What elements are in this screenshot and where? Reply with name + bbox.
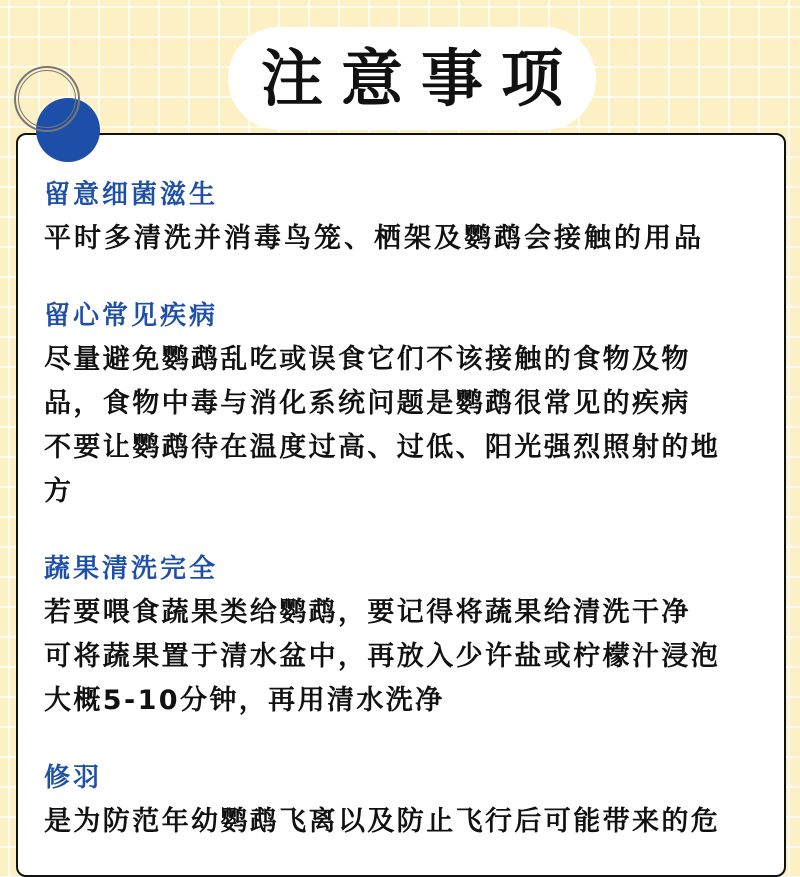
section-text-line: 是为防范年幼鹦鹉飞离以及防止飞行后可能带来的危 bbox=[44, 806, 721, 837]
notes-card bbox=[16, 133, 786, 877]
section-heading: 留意细菌滋生 bbox=[44, 180, 219, 210]
section-text-line: 方 bbox=[44, 476, 74, 507]
section-bacteria bbox=[44, 173, 774, 261]
section-heading: 修羽 bbox=[44, 763, 103, 793]
section-disease bbox=[44, 294, 774, 514]
page-title: 注意事项 bbox=[260, 41, 581, 115]
section-text-line: 平时多清洗并消毒鸟笼、栖架及鹦鹉会接触的用品 bbox=[44, 223, 704, 254]
section-text-line: 尽量避免鹦鹉乱吃或误食它们不该接触的食物及物 bbox=[44, 344, 691, 375]
section-text-line: 大概5-10分钟，再用清水洗净 bbox=[44, 685, 445, 716]
section-produce bbox=[44, 547, 774, 723]
section-wing-trim bbox=[44, 756, 774, 844]
section-text-line: 若要喂食蔬果类给鹦鹉，要记得将蔬果给清洗干净 bbox=[44, 597, 691, 628]
section-heading: 蔬果清洗完全 bbox=[44, 554, 219, 584]
section-heading: 留心常见疾病 bbox=[44, 301, 219, 331]
notes-content bbox=[44, 173, 774, 877]
section-text-line: 品，食物中毒与消化系统问题是鹦鹉很常见的疾病 bbox=[44, 388, 691, 419]
section-text-line: 不要让鹦鹉待在温度过高、过低、阳光强烈照射的地 bbox=[44, 432, 721, 463]
decorative-ring-inner bbox=[18, 70, 76, 128]
section-text-line: 可将蔬果置于清水盆中，再放入少许盐或柠檬汁浸泡 bbox=[44, 641, 721, 672]
title-pill bbox=[228, 27, 596, 130]
